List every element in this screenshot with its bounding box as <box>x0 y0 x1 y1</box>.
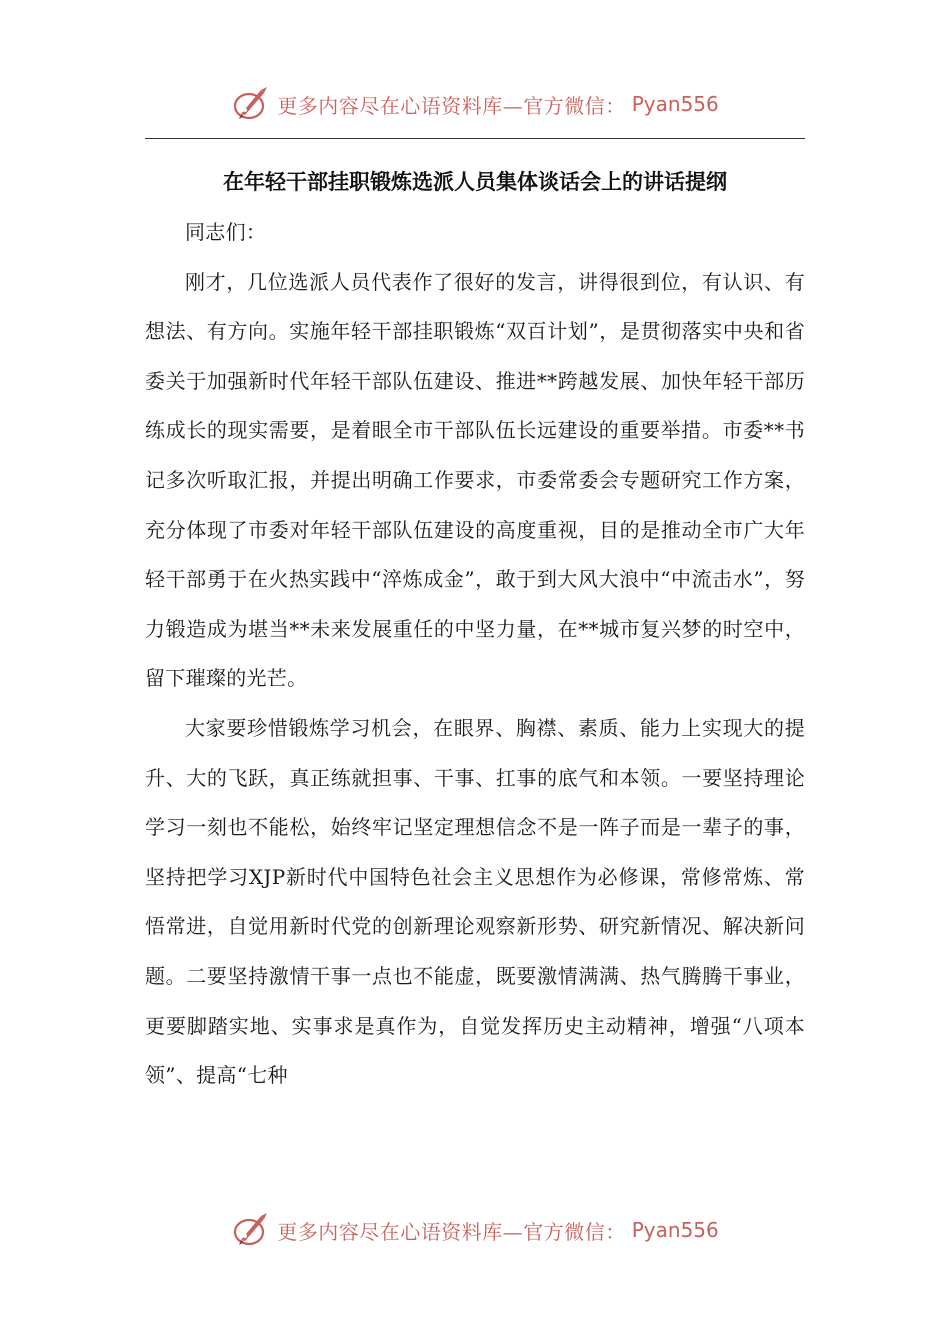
document-body <box>145 208 805 1101</box>
header-banner <box>0 82 950 126</box>
quill-pen-logo-icon <box>231 1210 271 1250</box>
footer-banner-text: 更多内容尽在心语资料库—官方微信： <box>277 1219 626 1244</box>
quill-pen-logo-icon <box>231 84 271 124</box>
header-banner-text: 更多内容尽在心语资料库—官方微信： <box>277 93 626 118</box>
footer-banner-contact: Pyan556 <box>631 1218 719 1242</box>
paragraph-1: 刚才，几位选派人员代表作了很好的发言，讲得很到位，有认识、有想法、有方向。实施年轻干部挂职锻炼“双百计划”，是贯彻落实中央和省委关于加强新时代年轻干部队伍建设、推进**跨越发展、加快年轻干部历练成长的现实需要，是着眼全市干部队伍长远建设的重要举措。市委**书记多次听取汇报，并提出明确工作要求，市委常委会专题研究工作方案，充分体现了市委对年轻干部队伍建设的高度重视，目的是推动全市广大年轻干部勇于在火热实践中“淬炼成金”，敢于到大风大浪中“中流击水”，努力锻造成为堪当**未来发展重任的中坚力量，在**城市复兴梦的时空中，留下璀璨的光芒。 <box>145 269 805 691</box>
salutation: 同志们： <box>185 220 267 244</box>
header-divider <box>145 138 805 139</box>
paragraph-2: 大家要珍惜锻炼学习机会，在眼界、胸襟、素质、能力上实现大的提升、大的飞跃，真正练就担事、干事、扛事的底气和本领。一要坚持理论学习一刻也不能松，始终牢记坚定理想信念不是一阵子而是一辈子的事，坚持把学习XJP新时代中国特色社会主义思想作为必修课，常修常炼、常悟常进，自觉用新时代党的创新理论观察新形势、研究新情况、解决新问题。二要坚持激情干事一点也不能虚，既要激情满满、热气腾腾干事业，更要脚踏实地、实事求是真作为，自觉发挥历史主动精神，增强“八项本领”、提高“七种 <box>145 715 805 1088</box>
footer-banner <box>0 1208 950 1252</box>
header-banner-contact: Pyan556 <box>631 92 719 116</box>
document-title: 在年轻干部挂职锻炼选派人员集体谈话会上的讲话提纲 <box>223 170 727 194</box>
